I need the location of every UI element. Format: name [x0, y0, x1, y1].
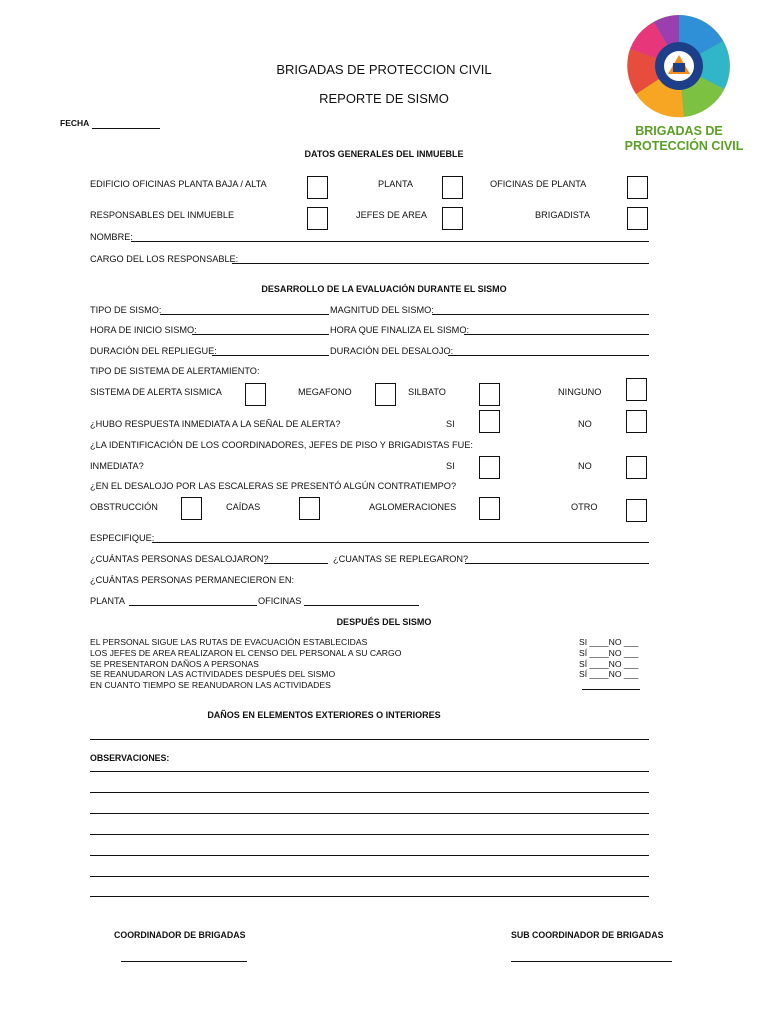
tipo-sistema-label: TIPO DE SISTEMA DE ALERTAMIENTO:	[90, 366, 260, 376]
inmediata-si-checkbox[interactable]	[479, 456, 500, 479]
despues-answer[interactable]: SÍ ____NO ___	[579, 648, 639, 658]
despues-item: LOS JEFES DE AREA REALIZARON EL CENSO DEL PERSONAL A SU CARGO	[90, 648, 402, 658]
especifique-field[interactable]	[152, 542, 649, 543]
brigadista-checkbox[interactable]	[627, 207, 648, 230]
silbato-checkbox[interactable]	[479, 383, 500, 406]
aglomeraciones-checkbox[interactable]	[479, 497, 500, 520]
q-replegaron-label: ¿CUANTAS SE REPLEGARON?	[333, 554, 469, 564]
brigadista-label: BRIGADISTA	[535, 210, 590, 220]
planta-field[interactable]	[129, 605, 257, 606]
edificio-oficinas-checkbox[interactable]	[307, 176, 328, 199]
logo-line1: BRIGADAS DE	[635, 124, 723, 138]
magnitud-field[interactable]	[432, 314, 649, 315]
alerta-sismica-checkbox[interactable]	[245, 383, 266, 406]
hora-fin-label: HORA QUE FINALIZA EL SISMO:	[330, 325, 470, 335]
nombre-label: NOMBRE:	[90, 232, 133, 242]
responsables-label: RESPONSABLES DEL INMUEBLE	[90, 210, 235, 220]
oficinas-de-planta-label: OFICINAS DE PLANTA	[490, 179, 587, 189]
jefes-area-checkbox[interactable]	[442, 207, 463, 230]
oficinas-field[interactable]	[304, 605, 419, 606]
coordinador-signature-line[interactable]	[121, 961, 247, 962]
fecha-label: FECHA	[60, 118, 90, 128]
cargo-field[interactable]	[232, 263, 649, 264]
page-subtitle: REPORTE DE SISMO	[319, 91, 449, 106]
edificio-oficinas-label: EDIFICIO OFICINAS PLANTA BAJA / ALTA	[90, 179, 267, 189]
magnitud-label: MAGNITUD DEL SISMO:	[330, 305, 434, 315]
inmediata-si-label: SI	[446, 461, 455, 471]
hora-inicio-field[interactable]	[192, 334, 329, 335]
oficinas-field-label: OFICINAS	[258, 596, 302, 606]
q-respuesta-label: ¿HUBO RESPUESTA INMEDIATA A LA SEÑAL DE ALERTA?	[90, 419, 341, 429]
duracion-repliegue-field[interactable]	[212, 355, 329, 356]
section-danos: DAÑOS EN ELEMENTOS EXTERIORES O INTERIORES	[207, 710, 441, 720]
ninguno-checkbox[interactable]	[626, 378, 647, 401]
jefes-area-label: JEFES DE AREA	[356, 210, 427, 220]
observaciones-line[interactable]	[90, 771, 649, 772]
despues-answer[interactable]: SI ____NO ___	[579, 637, 639, 647]
duracion-repliegue-label: DURACIÓN DEL REPLIEGUE:	[90, 346, 217, 356]
alerta-sismica-label: SISTEMA DE ALERTA SISMICA	[90, 387, 222, 397]
observaciones-line[interactable]	[90, 813, 649, 814]
q-permanecieron-label: ¿CUÁNTAS PERSONAS PERMANECIERON EN:	[90, 575, 295, 585]
respuesta-si-label: SI	[446, 419, 455, 429]
responsables-checkbox[interactable]	[307, 207, 328, 230]
observaciones-label: OBSERVACIONES:	[90, 753, 170, 763]
nombre-field[interactable]	[131, 241, 649, 242]
hora-inicio-label: HORA DE INICIO SISMO:	[90, 325, 197, 335]
observaciones-line[interactable]	[90, 876, 649, 877]
megafono-label: MEGAFONO	[298, 387, 352, 397]
danos-line[interactable]	[90, 739, 649, 740]
otro-label: OTRO	[571, 502, 598, 512]
section-datos-generales: DATOS GENERALES DEL INMUEBLE	[304, 149, 464, 159]
page-title: BRIGADAS DE PROTECCION CIVIL	[276, 62, 492, 77]
planta-label: PLANTA	[378, 179, 414, 189]
megafono-checkbox[interactable]	[375, 383, 396, 406]
coordinador-label: COORDINADOR DE BRIGADAS	[114, 930, 246, 940]
sub-coordinador-signature-line[interactable]	[511, 961, 672, 962]
respuesta-si-checkbox[interactable]	[479, 410, 500, 433]
logo-line2: PROTECCIÓN CIVIL	[624, 139, 744, 153]
tiempo-reanudacion-field[interactable]	[582, 689, 640, 690]
replegaron-field[interactable]	[465, 563, 649, 564]
caidas-label: CAÍDAS	[226, 502, 261, 512]
sub-coordinador-label: SUB COORDINADOR DE BRIGADAS	[511, 930, 664, 940]
fecha-field[interactable]	[92, 128, 160, 129]
oficinas-de-planta-checkbox[interactable]	[627, 176, 648, 199]
tipo-sismo-label: TIPO DE SISMO:	[90, 305, 162, 315]
q-identificacion-label: ¿LA IDENTIFICACIÓN DE LOS COORDINADORES, JEFES DE PISO Y BRIGADISTAS FUE:	[90, 440, 473, 450]
despues-item: SE PRESENTARON DAÑOS A PERSONAS	[90, 659, 259, 669]
q-contratiempo-label: ¿EN EL DESALOJO POR LAS ESCALERAS SE PRESENTÓ ALGÚN CONTRATIEMPO?	[90, 481, 457, 491]
duracion-desalojo-label: DURACIÓN DEL DESALOJO:	[330, 346, 454, 356]
cargo-label: CARGO DEL LOS RESPONSABLE:	[90, 254, 239, 264]
observaciones-line[interactable]	[90, 792, 649, 793]
silbato-label: SILBATO	[408, 387, 446, 397]
obstruccion-label: OBSTRUCCIÓN	[90, 502, 158, 512]
inmediata-label: INMEDIATA?	[90, 461, 144, 471]
inmediata-no-checkbox[interactable]	[626, 456, 647, 479]
observaciones-line[interactable]	[90, 855, 649, 856]
despues-item: SE REANUDARON LAS ACTIVIDADES DESPUÉS DEL SISMO	[90, 669, 336, 679]
section-desarrollo: DESARROLLO DE LA EVALUACIÓN DURANTE EL SISMO	[261, 284, 507, 294]
q-desalojaron-label: ¿CUÁNTAS PERSONAS DESALOJARON?	[90, 554, 269, 564]
inmediata-no-label: NO	[578, 461, 592, 471]
aglomeraciones-label: AGLOMERACIONES	[369, 502, 457, 512]
ninguno-label: NINGUNO	[558, 387, 602, 397]
caidas-checkbox[interactable]	[299, 497, 320, 520]
respuesta-no-label: NO	[578, 419, 592, 429]
tipo-sismo-field[interactable]	[160, 314, 329, 315]
obstruccion-checkbox[interactable]	[181, 497, 202, 520]
section-despues: DESPUÉS DEL SISMO	[336, 617, 432, 627]
planta-checkbox[interactable]	[442, 176, 463, 199]
otro-checkbox[interactable]	[626, 499, 647, 522]
planta-field-label: PLANTA	[90, 596, 126, 606]
especifique-label: ESPECIFIQUE:	[90, 533, 155, 543]
despues-answer[interactable]: SÍ ____NO ___	[579, 659, 639, 669]
observaciones-line[interactable]	[90, 834, 649, 835]
despues-answer[interactable]: SÍ ____NO ___	[579, 669, 639, 679]
observaciones-line[interactable]	[90, 896, 649, 897]
respuesta-no-checkbox[interactable]	[626, 410, 647, 433]
despues-item: EL PERSONAL SIGUE LAS RUTAS DE EVACUACIÓN ESTABLECIDAS	[90, 637, 368, 647]
desalojaron-field[interactable]	[264, 563, 328, 564]
despues-item: EN CUANTO TIEMPO SE REANUDARON LAS ACTIVIDADES	[90, 680, 331, 690]
hora-fin-field[interactable]	[464, 334, 649, 335]
duracion-desalojo-field[interactable]	[448, 355, 649, 356]
